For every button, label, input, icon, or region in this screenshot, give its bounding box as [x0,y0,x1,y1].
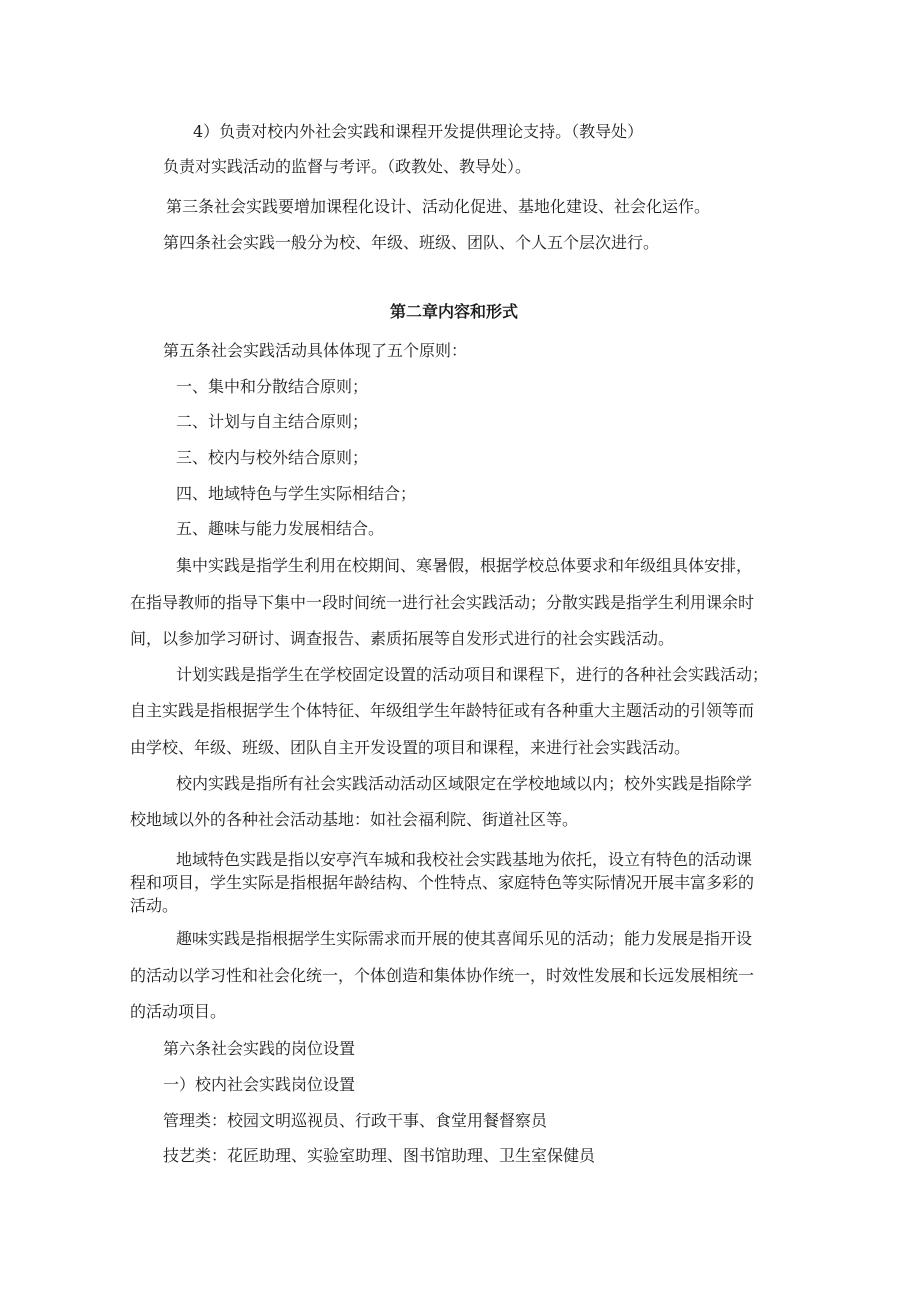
paragraph-line: 的活动项目。 [130,1002,227,1021]
paragraph-line: 计划实践是指学生在学校固定设置的活动项目和课程下，进行的各种社会实践活动； [176,665,769,684]
list-item: 三、校内与校外结合原则； [176,448,369,467]
paragraph-line: 管理类：校园文明巡视员、行政干事、食堂用餐督察员 [163,1111,548,1130]
list-item: 二、计划与自主结合原则； [176,412,369,431]
list-item: 四、地域特色与学生实际相结合； [176,484,417,503]
paragraph-line: 第五条社会实践活动具体体现了五个原则： [163,341,468,360]
paragraph-line: 间，以参加学习研讨、调查报告、素质拓展等自发形式进行的社会实践活动。 [130,629,675,648]
paragraph-line: 由学校、年级、班级、团队自主开发设置的项目和课程，来进行社会实践活动。 [130,738,691,757]
list-item: 五、趣味与能力发展相结合。 [176,519,385,538]
paragraph-line: 趣味实践是指根据学生实际需求而开展的使其喜闻乐见的活动；能力发展是指开设 [176,929,753,948]
paragraph-line: 第四条社会实践一般分为校、年级、班级、团队、个人五个层次进行。 [163,233,660,252]
paragraph-line: 地域特色实践是指以安亭汽车城和我校社会实践基地为依托，设立有特色的活动课 [176,850,753,869]
chapter-heading: 第二章内容和形式 [390,302,519,321]
paragraph-line: 第六条社会实践的岗位设置 [163,1039,356,1058]
paragraph-line: 第三条社会实践要增加课程化设计、活动化促进、基地化建设、社会化运作。 [166,197,711,216]
paragraph-line: 集中实践是指学生利用在校期间、寒暑假，根据学校总体要求和年级组具体安排， [176,556,753,575]
paragraph-line: 负责对实践活动的监督与考评。（政教处、教导处）。 [163,157,532,176]
paragraph-line: 4）负责对校内外社会实践和课程开发提供理论支持。（教导处） [193,122,644,141]
paragraph-line: 自主实践是指根据学生个体特征、年级组学生年龄特征或有各种重大主题活动的引领等而 [130,701,755,720]
paragraph-line: 的活动以学习性和社会化统一，个体创造和集体协作统一，时效性发展和长远发展相统一 [130,966,755,985]
paragraph-line: 校内实践是指所有社会实践活动活动区域限定在学校地域以内；校外实践是指除学 [176,774,753,793]
paragraph-line: 活动。 [130,896,179,915]
list-item: 一、集中和分散结合原则； [176,377,369,396]
paragraph-line: 校地域以外的各种社会活动基地：如社会福利院、街道社区等。 [130,810,579,829]
paragraph-line: 一）校内社会实践岗位设置 [163,1075,356,1094]
paragraph-line: 在指导教师的指导下集中一段时间统一进行社会实践活动；分散实践是指学生利用课余时 [130,593,755,612]
paragraph-line: 程和项目，学生实际是指根据年龄结构、个性特点、家庭特色等实际情况开展丰富多彩的 [130,873,755,892]
paragraph-line: 技艺类：花匠助理、实验室助理、图书馆助理、卫生室保健员 [163,1146,596,1165]
